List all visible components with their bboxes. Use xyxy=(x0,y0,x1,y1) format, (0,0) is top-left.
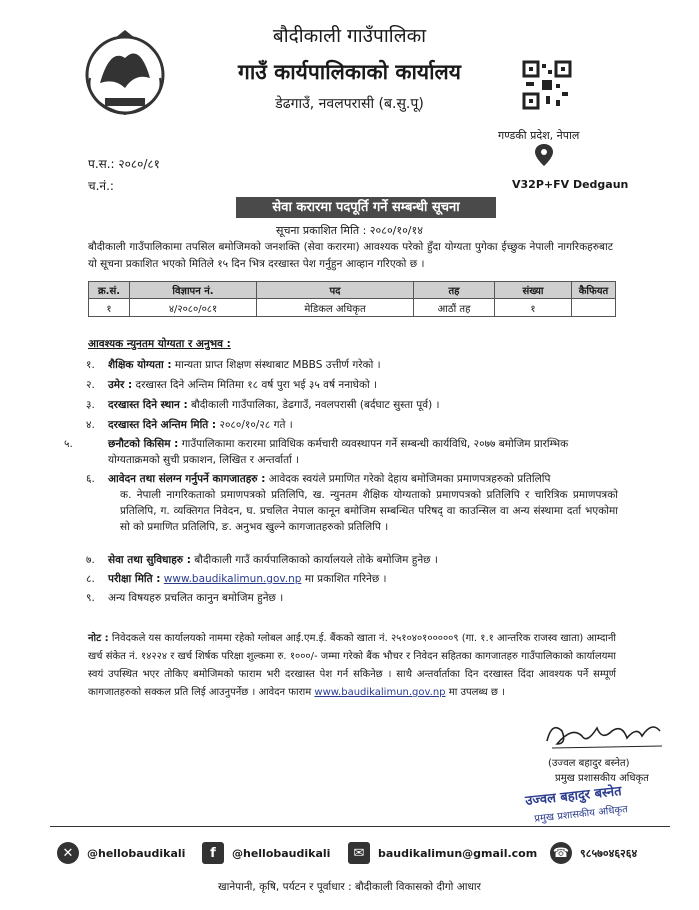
documents-sublist: क. नेपाली नागरिकताको प्रमाणपत्रको प्रतिलिपि, ख. न्युनतम शैक्षिक योग्यताको प्रमाणपत्रको प्रतिलिपि र चारित्रिक प्रमाणपत्रको प्रतिलिपि, ग. व्यक्तिगत निवेदन, घ. प्रचलित नेपाल कानून बमोजिम सम्बन्धित परिषद् वा काउन्सिल वा अन्य संस्थामा दर्ता भएकोमा सो को प्रमाणित प्रतिलिपि, ङ. अनुभव खुल्ने कागजातहरुको प्रतिलिपि । xyxy=(120,489,618,533)
website-link[interactable]: www.baudikalimun.gov.np xyxy=(163,573,302,585)
list-item: ७. सेवा तथा सुविधाहरु : बौदीकाली गाउँ कार्यपालिकाको कार्यालयले तोके बमोजिम हुनेछ । xyxy=(86,554,438,566)
publish-date: सूचना प्रकाशित मिति : २०८०/१०/१४ xyxy=(276,224,423,237)
location-pin-icon xyxy=(535,144,553,166)
list-item: ५. छनौटको किसिम : गाउँपालिकामा करारमा प्राविधिक कर्मचारी व्यवस्थापन गर्ने सम्बन्धी कार्यविधि, २०७७ बमोजिम प्रारम्भिक योग्यताक्रमको सुची प्रकाशन, लिखित र अन्तर्वार्ता । xyxy=(64,438,569,466)
col-level: तह xyxy=(414,282,495,299)
list-item: १. शैक्षिक योग्यता : मान्यता प्राप्त शिक्षण संस्थाबाट MBBS उत्तीर्ण गरेको । xyxy=(86,359,381,371)
note-paragraph: नोट : निवेदकले यस कार्यालयको नाममा रहेको ग्लोबल आई.एम.ई. बैंकको खाता नं. २५१०४०१०००००९ (गा. १.१ आन्तरिक राजस्व खाता) आम्दानी खर्च संकेत नं. १४२२४ र खर्च शिर्षक परिक्षा शुल्कमा रु. १०००/- जम्मा गरेको बैंक भौचर र निवेदन सहितका कागजातहरु गाउँपालिकाको कार्यालयमा स्वयं उपस्थित भएर तोकिए बमोजिमको फाराम भरी दरखास्त पेश गर्न सकिनेछ । साथै अन्तर्वार्ताका दिन दरखास्त दिंदा आवश्यक पर्ने सम्पूर्ण कागजातहरुको सक्कल प्रति लिई आउनुपर्नेछ । आवेदन फाराम www.baudikalimun.gov.np मा उपलब्ध छ । xyxy=(88,633,616,698)
phone-icon: ☎ xyxy=(550,842,572,864)
office-name: गाउँ कार्यपालिकाको कार्यालय xyxy=(238,60,461,84)
cell-level: आठौं तह xyxy=(414,299,495,317)
cell-ad-no: ४/२०८०/०८१ xyxy=(130,299,257,317)
table-header-row xyxy=(89,282,616,299)
notice-intro: बौदीकाली गाउँपालिकामा तपसिल बमोजिमको जनशक्ति (सेवा करारमा) आवश्यक परेको हुँदा योग्यता पुगेका ईच्छुक नेपाली नागरिकहरुबाट यो सूचना प्रकाशित भएको मितिले १५ दिन भित्र दरखास्त पेश गर्नुहुन आव्हान गरिएको छ । xyxy=(88,241,613,270)
list-item: ८. परीक्षा मिति : www.baudikalimun.gov.np मा प्रकाशित गरिनेछ । xyxy=(86,573,387,585)
x-icon: ✕ xyxy=(57,842,79,864)
table-row xyxy=(89,299,616,317)
list-item: ६. आवेदन तथा संलग्न गर्नुपर्ने कागजातहरु : आवेदक स्वयंले प्रमाणित गरेको देहाय बमोजिमका प्रमाणपत्रहरुको प्रतिलिपि xyxy=(86,473,551,485)
footer-slogan: खानेपानी, कृषि, पर्यटन र पूर्वाधार : बौदीकाली विकासको दीगो आधार xyxy=(218,881,481,893)
reference-ps: प.स.: २०८०/८१ xyxy=(88,157,160,171)
email-icon: ✉ xyxy=(348,842,370,864)
signatory-title: प्रमुख प्रशासकीय अधिकृत xyxy=(555,773,649,784)
x-contact[interactable]: ✕ @hellobaudikali xyxy=(57,842,185,864)
cell-post: मेडिकल अधिकृत xyxy=(257,299,414,317)
signatory-name: (उज्वल बहादुर बस्नेत) xyxy=(548,758,630,769)
list-item: ९. अन्य विषयहरु प्रचलित कानुन बमोजिम हुनेछ । xyxy=(86,592,284,604)
cell-count: १ xyxy=(495,299,572,317)
qualifications-title: आवश्यक न्युनतम योग्यता र अनुभव : xyxy=(88,338,231,350)
phone-contact[interactable]: ☎ ९८५७०४६२६४ xyxy=(550,842,637,864)
reference-cn: च.नं.: xyxy=(88,179,114,193)
plus-code: V32P+FV Dedgaun xyxy=(512,178,629,191)
list-item: ३. दरखास्त दिने स्थान : बौदीकाली गाउँपालिका, डेढगाउँ, नवलपरासी (बर्दघाट सुस्ता पूर्व) । xyxy=(86,399,440,411)
facebook-icon: f xyxy=(202,842,224,864)
list-item: २. उमेर : दरखास्त दिने अन्तिम मितिमा १८ वर्ष पुरा भई ३५ वर्ष ननाघेको । xyxy=(86,379,378,391)
email-contact[interactable]: ✉ baudikalimun@gmail.com xyxy=(348,842,537,864)
notice-title: सेवा करारमा पदपूर्ति गर्ने सम्बन्धी सूचना xyxy=(236,197,496,218)
province-label: गण्डकी प्रदेश, नेपाल xyxy=(498,129,580,142)
signature-icon xyxy=(542,716,667,752)
website-link[interactable]: www.baudikalimun.gov.np xyxy=(314,687,446,698)
municipality-name: बौदीकाली गाउँपालिका xyxy=(272,25,427,47)
stamp-name: उज्वल बहादुर बस्नेत xyxy=(524,783,623,809)
footer-divider xyxy=(50,826,670,827)
col-post: पद xyxy=(257,282,414,299)
col-ad-no: विज्ञापन नं. xyxy=(130,282,257,299)
facebook-contact[interactable]: f @hellobaudikali xyxy=(202,842,330,864)
col-sn: क्र.सं. xyxy=(89,282,130,299)
qr-code-icon[interactable] xyxy=(522,60,572,110)
cell-remarks xyxy=(572,299,616,317)
office-address: डेढगाउँ, नवलपरासी (ब.सु.पू) xyxy=(275,96,424,112)
stamp-title: प्रमुख प्रशासकीय अधिकृत xyxy=(533,804,629,825)
cell-sn: १ xyxy=(89,299,130,317)
col-count: संख्या xyxy=(495,282,572,299)
list-item: ४. दरखास्त दिने अन्तिम मिति : २०८०/१०/२८ गते । xyxy=(86,419,293,431)
vacancy-table xyxy=(88,281,616,317)
col-remarks: कैफियत xyxy=(572,282,616,299)
